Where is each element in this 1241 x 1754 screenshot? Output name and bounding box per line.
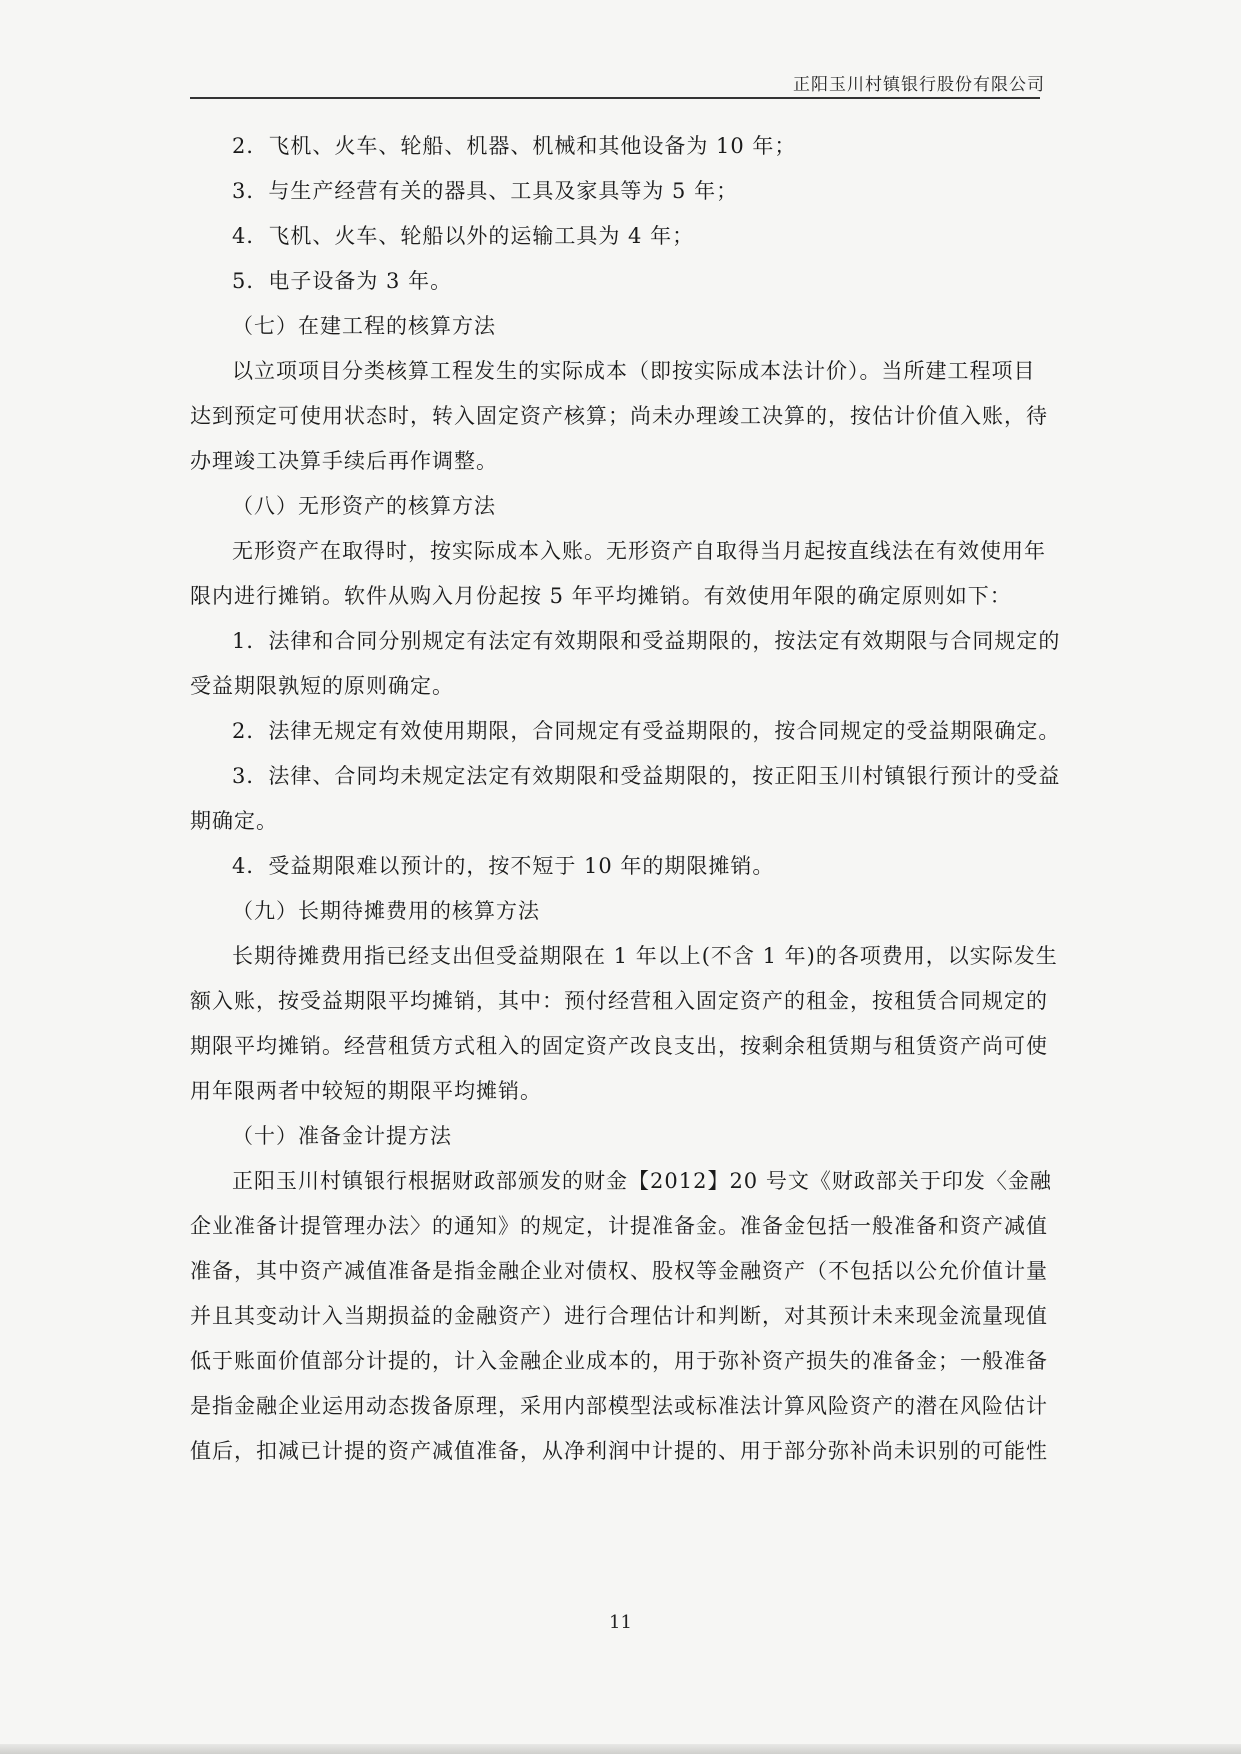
body-line: 期确定。 [190, 809, 278, 833]
body-line: 2．飞机、火车、轮船、机器、机械和其他设备为 10 年； [232, 134, 797, 158]
header-company-name: 正阳玉川村镇银行股份有限公司 [793, 75, 1045, 95]
section-heading: （八）无形资产的核算方法 [232, 494, 496, 518]
body-line: 3．法律、合同均未规定法定有效期限和受益期限的，按正阳玉川村镇银行预计的受益 [232, 764, 1061, 788]
body-line: 值后，扣减已计提的资产减值准备，从净利润中计提的、用于部分弥补尚未识别的可能性 [190, 1439, 1048, 1463]
body-line: 达到预定可使用状态时，转入固定资产核算；尚未办理竣工决算的，按估计价值入账，待 [190, 404, 1048, 428]
body-line: 无形资产在取得时，按实际成本入账。无形资产自取得当月起按直线法在有效使用年 [232, 539, 1046, 563]
body-line: 是指金融企业运用动态拨备原理，采用内部模型法或标准法计算风险资产的潜在风险估计 [190, 1394, 1048, 1418]
page-number: 11 [609, 1612, 632, 1633]
section-heading: （九）长期待摊费用的核算方法 [232, 899, 540, 923]
body-line: 额入账，按受益期限平均摊销，其中：预付经营租入固定资产的租金，按租赁合同规定的 [190, 989, 1048, 1013]
scan-edge [0, 1744, 1241, 1754]
body-line: 4．受益期限难以预计的，按不短于 10 年的期限摊销。 [232, 854, 775, 878]
body-line: 长期待摊费用指已经支出但受益期限在 1 年以上(不含 1 年)的各项费用，以实际发生 [232, 944, 1058, 968]
body-line: 用年限两者中较短的期限平均摊销。 [190, 1079, 542, 1103]
body-line: 1．法律和合同分别规定有法定有效期限和受益期限的，按法定有效期限与合同规定的 [232, 629, 1061, 653]
body-line: 企业准备计提管理办法〉的通知》的规定，计提准备金。准备金包括一般准备和资产减值 [190, 1214, 1048, 1238]
header-rule [190, 97, 1040, 99]
body-line: 5．电子设备为 3 年。 [232, 269, 453, 293]
body-line: 准备，其中资产减值准备是指金融企业对债权、股权等金融资产（不包括以公允价值计量 [190, 1259, 1048, 1283]
body-line: 受益期限孰短的原则确定。 [190, 674, 454, 698]
body-line: 3．与生产经营有关的器具、工具及家具等为 5 年； [232, 179, 739, 203]
body-line: 并且其变动计入当期损益的金融资产）进行合理估计和判断，对其预计未来现金流量现值 [190, 1304, 1048, 1328]
body-line: 办理竣工决算手续后再作调整。 [190, 449, 498, 473]
body-line: 限内进行摊销。软件从购入月份起按 5 年平均摊销。有效使用年限的确定原则如下： [190, 584, 1012, 608]
body-line: 期限平均摊销。经营租赁方式租入的固定资产改良支出，按剩余租赁期与租赁资产尚可使 [190, 1034, 1048, 1058]
body-line: 以立项项目分类核算工程发生的实际成本（即按实际成本法计价）。当所建工程项目 [232, 359, 1036, 383]
section-heading: （七）在建工程的核算方法 [232, 314, 496, 338]
body-line: 低于账面价值部分计提的，计入金融企业成本的，用于弥补资产损失的准备金；一般准备 [190, 1349, 1048, 1373]
body-line: 正阳玉川村镇银行根据财政部颁发的财金【2012】20 号文《财政部关于印发〈金融 [232, 1169, 1052, 1193]
section-heading: （十）准备金计提方法 [232, 1124, 452, 1148]
body-line: 4．飞机、火车、轮船以外的运输工具为 4 年； [232, 224, 695, 248]
body-line: 2．法律无规定有效使用期限，合同规定有受益期限的，按合同规定的受益期限确定。 [232, 719, 1061, 743]
